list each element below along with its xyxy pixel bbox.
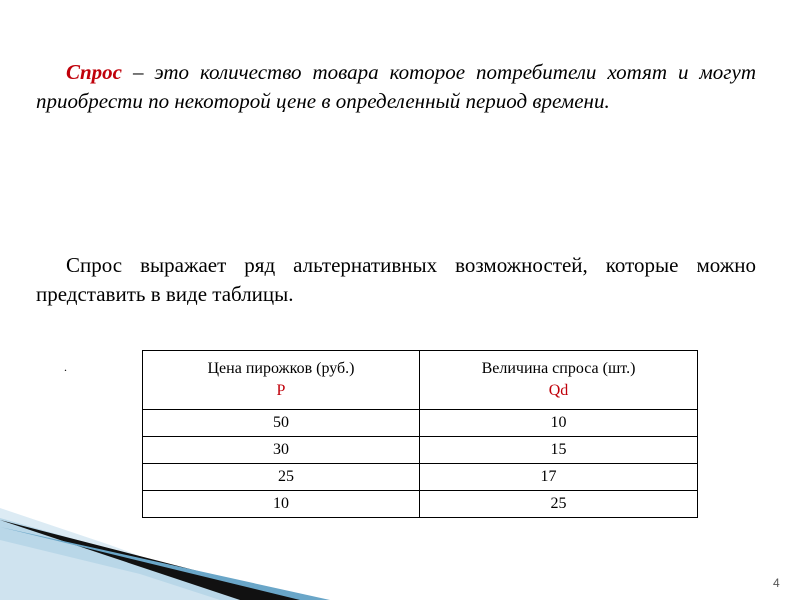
price-symbol: P (276, 382, 286, 399)
price-header-cell (143, 351, 420, 410)
table-row (143, 464, 698, 491)
definition-term: Спрос (66, 60, 123, 84)
price-cell: 10 (143, 491, 420, 518)
quantity-cell: 25 (420, 491, 698, 518)
quantity-symbol: Qd (548, 382, 569, 399)
stray-dot: . (64, 360, 67, 374)
price-cell: 50 (143, 410, 420, 437)
demand-table (142, 350, 698, 518)
quantity-cell: 15 (420, 437, 698, 464)
demand-statement (36, 251, 756, 309)
definition-text: – это количество товара которое потребители хотят и могут приобрести по некоторой цене в определенный период времени. (36, 60, 756, 113)
table-row (143, 410, 698, 437)
demand-definition (36, 58, 756, 116)
quantity-cell: 17 (420, 464, 698, 491)
quantity-cell: 10 (420, 410, 698, 437)
price-header: Цена пирожков (руб.) (207, 360, 355, 377)
price-cell: 30 (143, 437, 420, 464)
price-cell: 25 (143, 464, 420, 491)
table-row (143, 491, 698, 518)
table-header-row (143, 351, 698, 410)
quantity-header-cell (420, 351, 698, 410)
quantity-header: Величина спроса (шт.) (481, 360, 636, 377)
statement-text: Спрос выражает ряд альтернативных возможностей, которые можно представить в виде таблицы. (36, 253, 756, 306)
page-number: 4 (773, 576, 780, 590)
table-row (143, 437, 698, 464)
